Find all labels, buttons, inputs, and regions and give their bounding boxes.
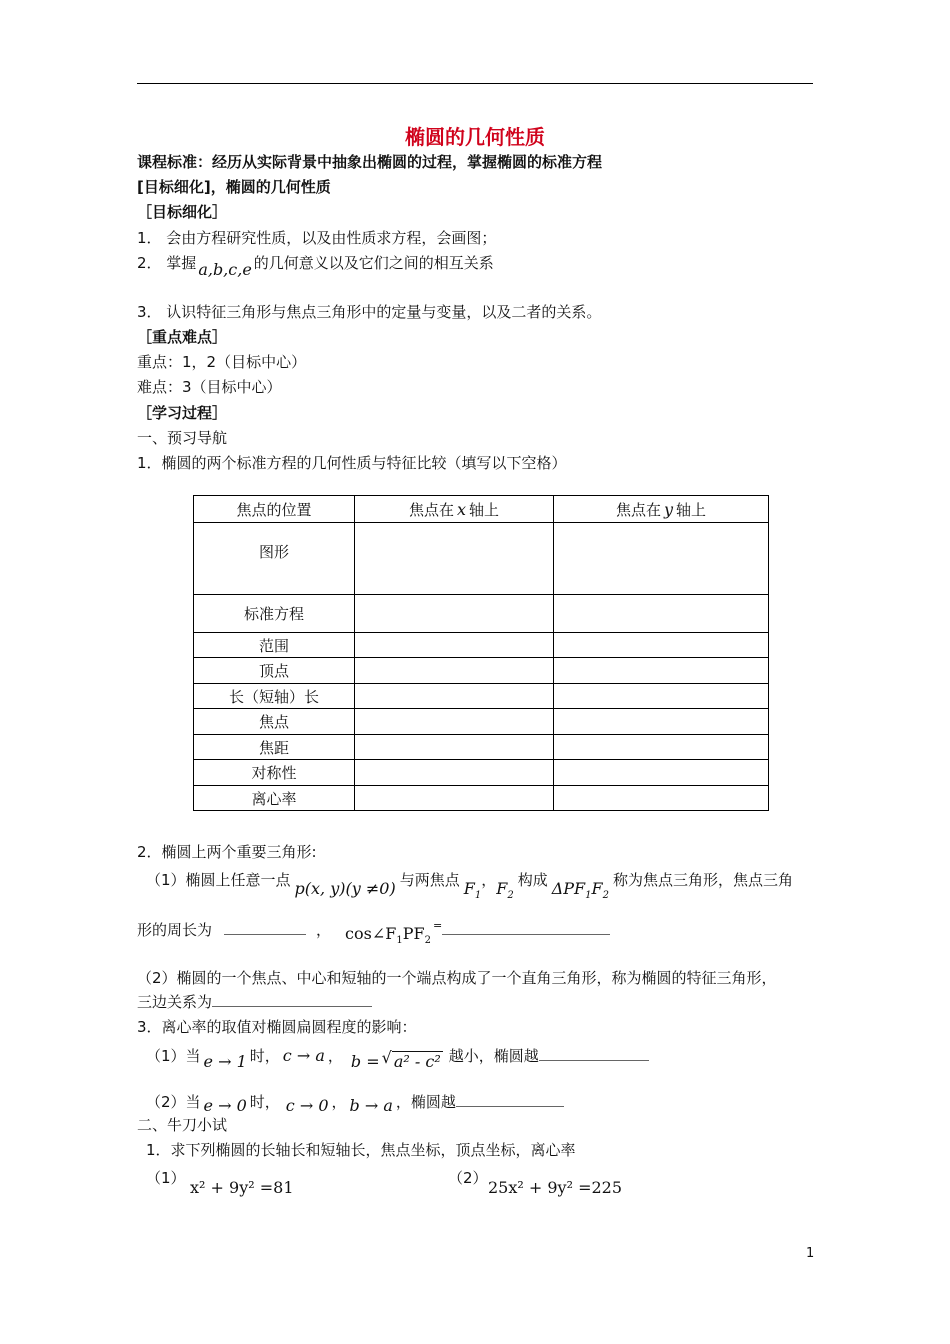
focus-f2: $F_2$ bbox=[496, 879, 514, 902]
page-number: 1 bbox=[806, 1246, 815, 1261]
property-table bbox=[193, 495, 769, 811]
table-row bbox=[194, 523, 769, 595]
table-cell bbox=[554, 709, 769, 735]
page-title: 椭圆的几何性质 bbox=[405, 125, 545, 149]
answer-blank[interactable] bbox=[456, 1092, 564, 1107]
eccentricity-case-2: （2）当 e → 0 时， c → 0 ， b → a ，椭圆越 bbox=[146, 1090, 564, 1114]
answer-blank[interactable] bbox=[212, 992, 372, 1007]
table-header-y: 焦点在 y 轴上 bbox=[554, 496, 769, 523]
table-cell bbox=[355, 523, 554, 595]
feature-triangle-line-1: （2）椭圆的一个焦点、中心和短轴的一个端点构成了一个直角三角形，称为椭圆的特征三角形， bbox=[137, 969, 777, 987]
point-expression: p(x, y)(y ≠0) bbox=[294, 879, 396, 898]
table-cell bbox=[355, 709, 554, 735]
table-cell bbox=[554, 735, 769, 760]
table-cell bbox=[355, 658, 554, 684]
table-cell bbox=[355, 760, 554, 786]
table-row bbox=[194, 684, 769, 709]
exercise-1b-equation: 25x² + 9y² =225 bbox=[488, 1178, 623, 1197]
header-rule bbox=[137, 83, 813, 84]
goal-heading: [目标细化]，椭圆的几何性质 bbox=[137, 178, 331, 196]
difficult-point: 难点：3（目标中心） bbox=[137, 378, 282, 396]
table-row bbox=[194, 633, 769, 658]
goal-subheading: ［目标细化］ bbox=[137, 203, 228, 221]
item-1: 1．椭圆的两个标准方程的几何性质与特征比较（填写以下空格） bbox=[137, 454, 567, 472]
feature-triangle-line-2: 三边关系为 bbox=[137, 992, 372, 1012]
perimeter-line: 形的周长为 ， $\cos\angle F_1PF_2^=$ bbox=[137, 920, 610, 947]
table-cell bbox=[355, 633, 554, 658]
answer-blank[interactable] bbox=[442, 920, 610, 935]
item-2: 2．椭圆上两个重要三角形: bbox=[137, 843, 317, 861]
row-label-symmetry: 对称性 bbox=[194, 760, 355, 786]
focal-triangle-line: （1）椭圆上任意一点 p(x, y)(y ≠0) 与两焦点 $F_1$，$F_2$构成 $\Delta PF_1F_2$称为焦点三角形，焦点三角 bbox=[146, 871, 794, 902]
row-label-figure: 图形 bbox=[194, 523, 355, 595]
exercise-1b-label: （2） bbox=[448, 1169, 488, 1187]
goal-2-math: a,b,c,e bbox=[198, 260, 252, 279]
table-cell bbox=[355, 735, 554, 760]
exercise-1a-label: （1） bbox=[146, 1169, 186, 1187]
table-row bbox=[194, 786, 769, 811]
table-cell bbox=[554, 633, 769, 658]
section-1-heading: 一、预习导航 bbox=[137, 429, 228, 447]
table-cell bbox=[554, 523, 769, 595]
table-cell bbox=[554, 786, 769, 811]
focus-f1: $F_1$ bbox=[463, 879, 482, 902]
table-header-label: 焦点的位置 bbox=[194, 496, 355, 523]
table-cell bbox=[554, 658, 769, 684]
table-cell bbox=[355, 595, 554, 633]
goal-3: 3． 认识特征三角形与焦点三角形中的定量与变量，以及二者的关系。 bbox=[137, 303, 602, 321]
table-row bbox=[194, 658, 769, 684]
row-label-eccentricity: 离心率 bbox=[194, 786, 355, 811]
table-row bbox=[194, 760, 769, 786]
table-header-row bbox=[194, 496, 769, 523]
answer-blank[interactable] bbox=[539, 1046, 649, 1061]
row-label-vertex: 顶点 bbox=[194, 658, 355, 684]
table-header-x: 焦点在 x 轴上 bbox=[355, 496, 554, 523]
row-label-range: 范围 bbox=[194, 633, 355, 658]
goal-2-suffix: 的几何意义以及它们之间的相互关系 bbox=[253, 254, 494, 272]
table-cell bbox=[355, 786, 554, 811]
table-cell bbox=[554, 684, 769, 709]
section-2-heading: 二、牛刀小试 bbox=[137, 1116, 228, 1134]
row-label-focus: 焦点 bbox=[194, 709, 355, 735]
cosine-expression: $\cos\angle F_1PF_2$ bbox=[345, 924, 431, 947]
row-label-axis-length: 长（短轴）长 bbox=[194, 684, 355, 709]
exercise-1: 1．求下列椭圆的长轴长和短轴长，焦点坐标，顶点坐标，离心率 bbox=[146, 1141, 576, 1159]
table-row bbox=[194, 709, 769, 735]
table-row bbox=[194, 595, 769, 633]
item-3: 3．离心率的取值对椭圆扁圆程度的影响： bbox=[137, 1018, 417, 1036]
table-cell bbox=[355, 684, 554, 709]
goal-2-prefix: 2． 掌握 bbox=[137, 254, 197, 272]
course-standard: 课程标准：经历从实际背景中抽象出椭圆的过程，掌握椭圆的标准方程 bbox=[137, 153, 603, 171]
triangle-expression: $\Delta PF_1F_2$ bbox=[551, 879, 609, 902]
table-cell bbox=[554, 595, 769, 633]
row-label-equation: 标准方程 bbox=[194, 595, 355, 633]
process-heading: ［学习过程］ bbox=[137, 404, 228, 422]
goal-2 bbox=[137, 253, 494, 279]
row-label-focal-distance: 焦距 bbox=[194, 735, 355, 760]
exercise-1a-equation: x² + 9y² =81 bbox=[190, 1178, 294, 1197]
eccentricity-case-1: （1）当 e → 1 时， c → a ， b = √ a² - c² 越小，椭圆越 bbox=[146, 1042, 649, 1070]
table-row bbox=[194, 735, 769, 760]
table-cell bbox=[554, 760, 769, 786]
sqrt-icon: √ bbox=[381, 1048, 392, 1067]
answer-blank[interactable] bbox=[224, 920, 306, 935]
key-point: 重点：1，2（目标中心） bbox=[137, 353, 307, 371]
goal-1: 1． 会由方程研究性质，以及由性质求方程，会画图； bbox=[137, 229, 497, 247]
key-heading: ［重点难点］ bbox=[137, 328, 228, 346]
